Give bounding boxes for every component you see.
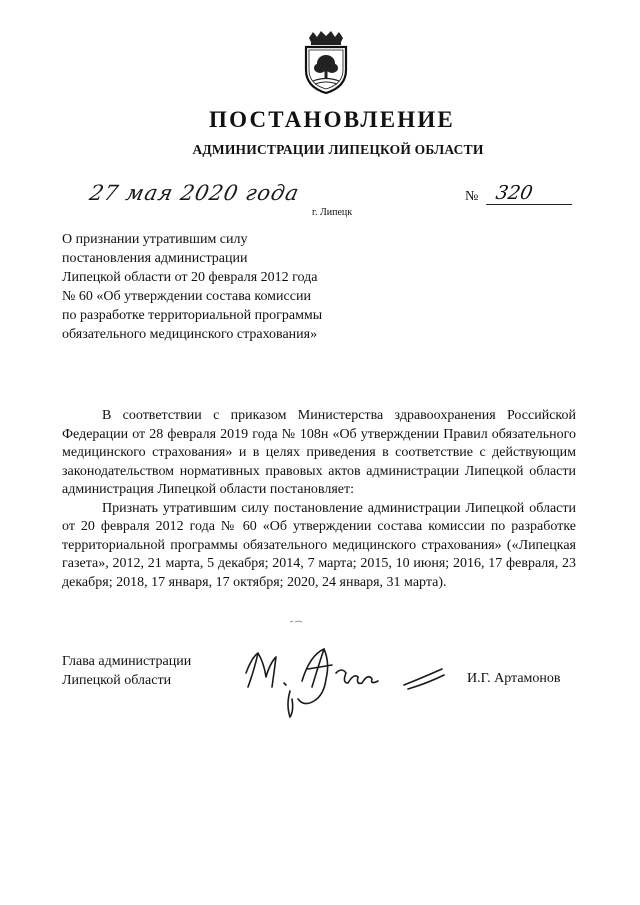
body-paragraph: В соответствии с приказом Министерства здравоохранения Российской Федерации от 28 февраля 2019 года № 108н «Об утверждении Правил обязательного медицинского страхования» и в целях приведения в соответствие с действующим законодательством нормативных правовых актов администрации Липецкой области администрация Липецкой области постановляет:: [62, 408, 576, 497]
position-line: Липецкой области: [62, 673, 172, 688]
position-line: Глава администрации: [62, 654, 192, 669]
signatory-name: И.Г. Артамонов: [467, 671, 561, 686]
scan-speck: [289, 620, 303, 623]
city-label: г. Липецк: [312, 207, 353, 218]
signatory-position: [62, 652, 191, 690]
title-line: Липецкой области от 20 февраля 2012 года: [62, 270, 318, 285]
title-line: № 60 «Об утверждении состава комиссии: [62, 289, 311, 304]
handwritten-signature-icon: [228, 633, 448, 723]
document-title: [62, 230, 362, 344]
body-paragraph: Признать утратившим силу постановление администрации Липецкой области от 20 февраля 2012 года № 60 «Об утверждении состава комиссии по разработке территориальной программы обязательного медицинского страхования» («Липецкая газета», 2012, 21 марта, 5 декабря; 2014, 7 марта; 2015, 10 июня; 2016, 17 февраля, 23 декабря; 2018, 17 января, 17 октября; 2020, 24 января, 31 марта).: [62, 500, 576, 590]
title-line: по разработке территориальной программы: [62, 308, 323, 323]
coat-of-arms-icon: [303, 30, 349, 94]
document-number: 320: [486, 182, 576, 205]
document-type-heading: ПОСТАНОВЛЕНИЕ: [209, 107, 455, 132]
document-body: [62, 407, 576, 592]
number-label: №: [465, 189, 479, 204]
handwritten-date: 27 мая 2020 года: [87, 181, 302, 205]
issuing-organization: АДМИНИСТРАЦИИ ЛИПЕЦКОЙ ОБЛАСТИ: [192, 142, 484, 157]
title-line: обязательного медицинского страхования»: [62, 327, 318, 342]
title-line: О признании утратившим силу: [62, 232, 248, 247]
title-line: постановления администрации: [62, 251, 248, 266]
